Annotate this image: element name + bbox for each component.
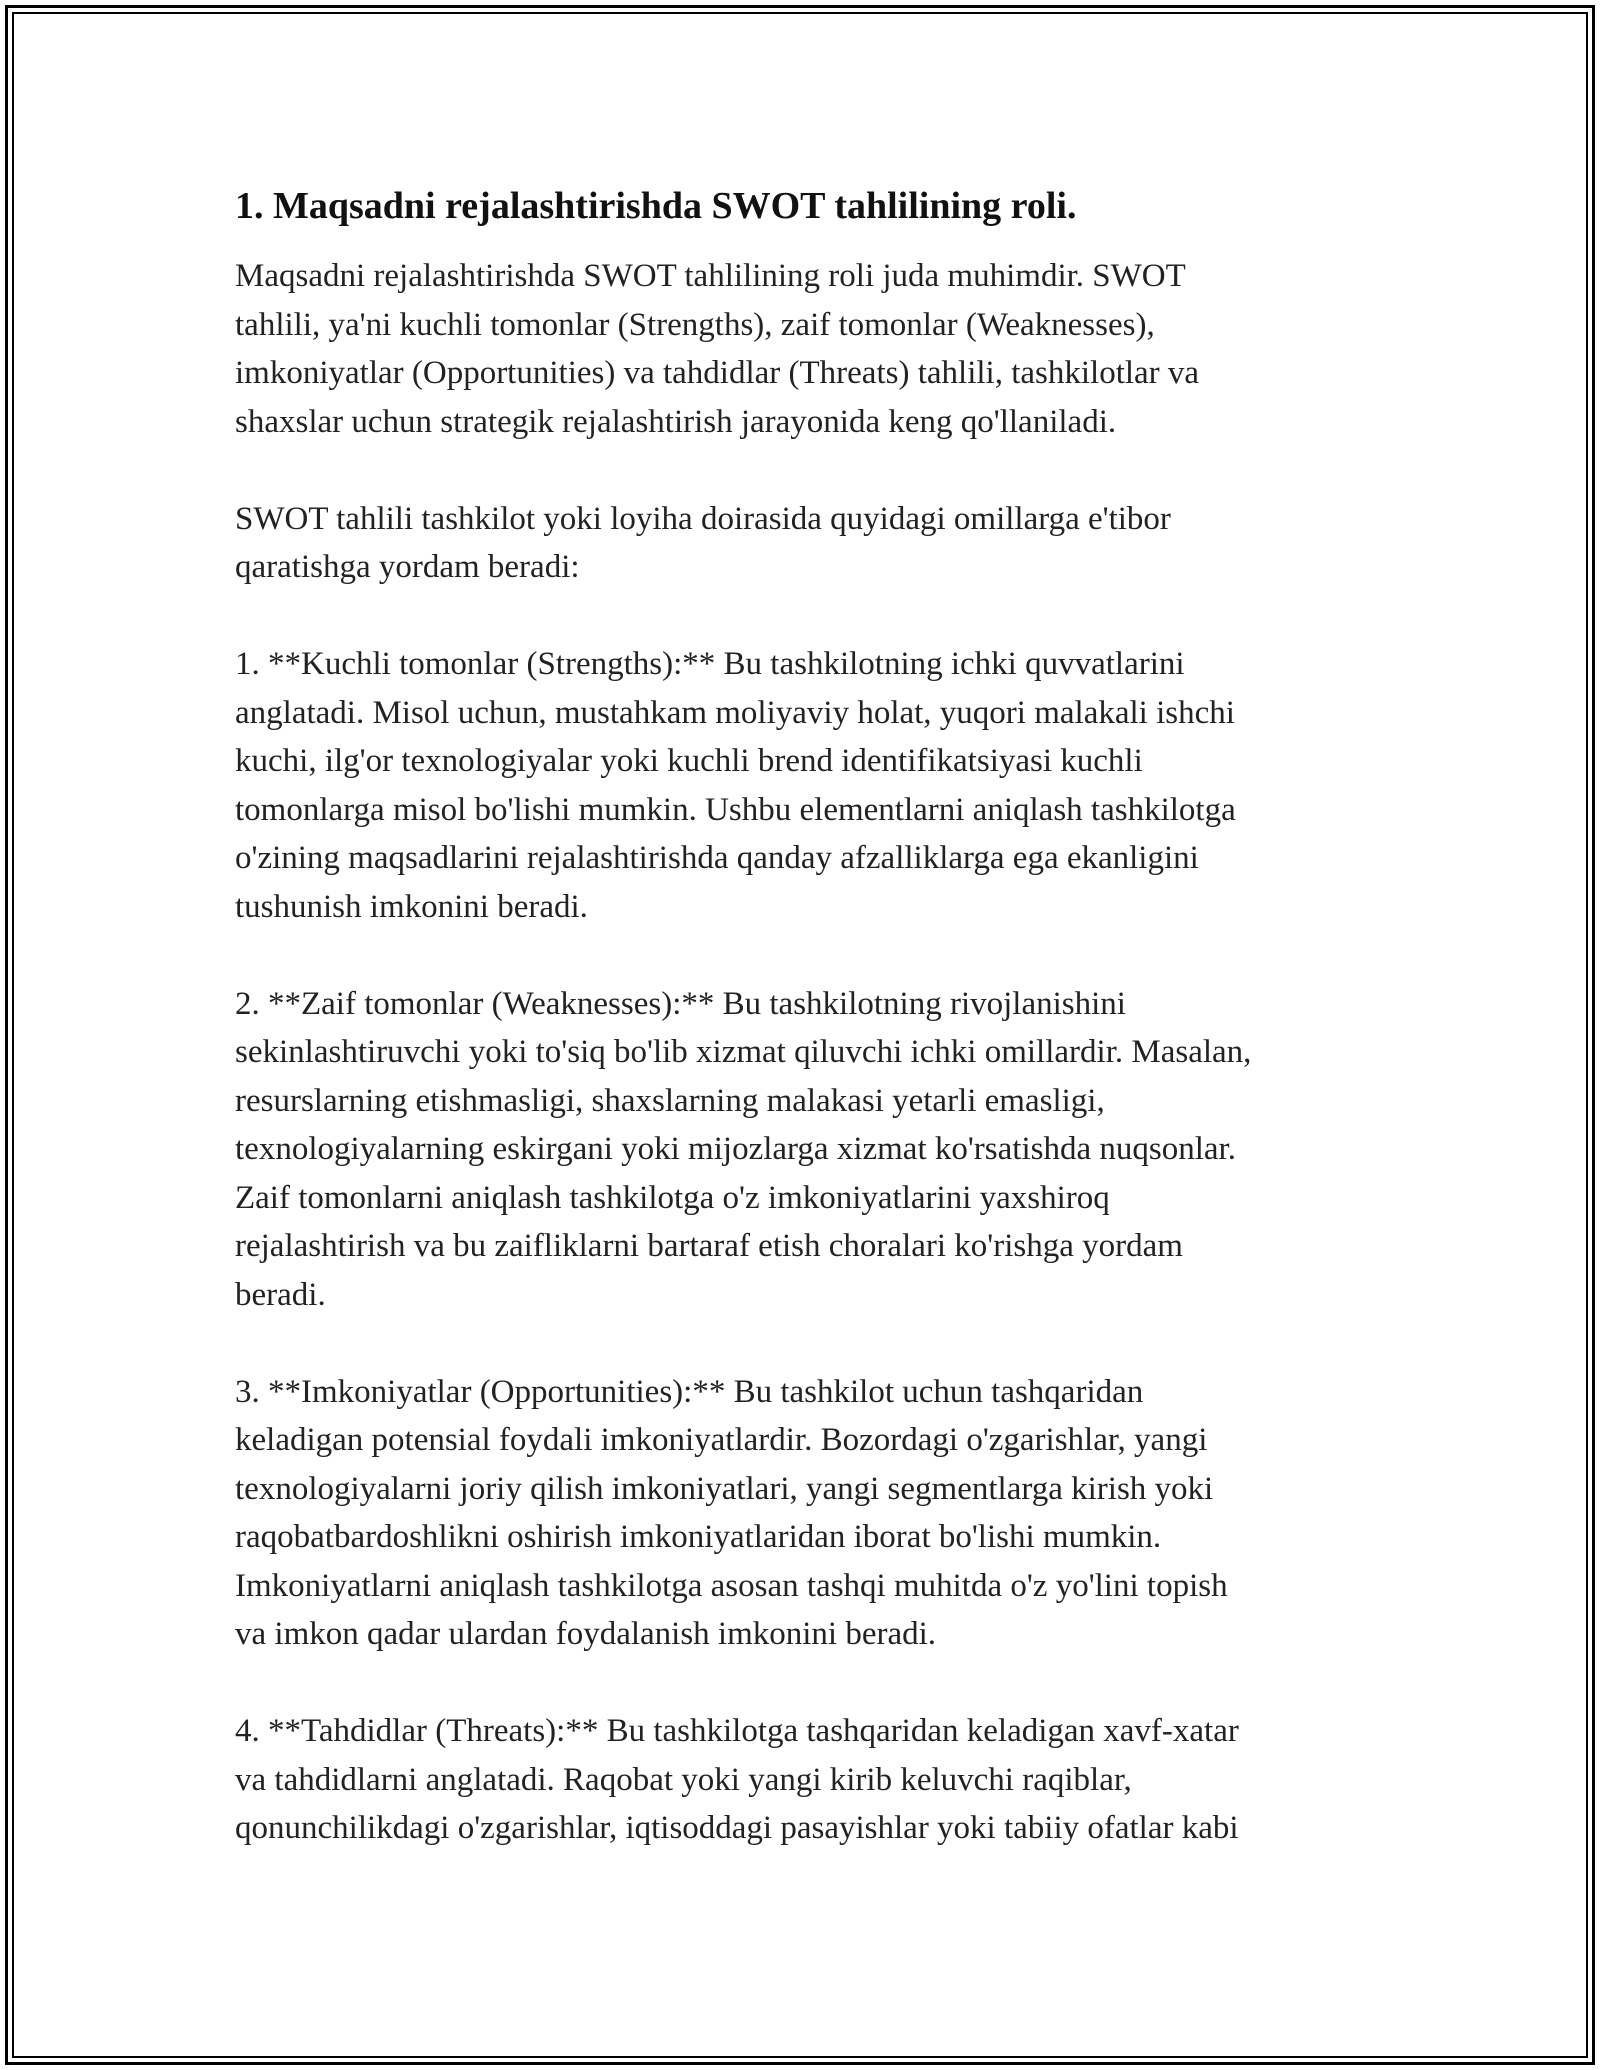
text-line: kuchi, ilg'or texnologiyalar yoki kuchli brend identifikatsiyasi kuchli	[235, 743, 1143, 779]
text-line: va tahdidlarni anglatadi. Raqobat yoki yangi kirib keluvchi raqiblar,	[235, 1761, 1132, 1798]
text-line: 1. **Kuchli tomonlar (Strengths):** Bu tashkilotning ichki quvvatlarini	[235, 646, 1185, 682]
text-line: Zaif tomonlarni aniqlash tashkilotga o'z imkoniyatlarini yaxshiroq	[235, 1179, 1110, 1216]
text-line: 2. **Zaif tomonlar (Weaknesses):** Bu tashkilotning rivojlanishini	[235, 985, 1126, 1022]
paragraph-opportunities	[235, 1368, 1385, 1659]
paragraph-strengths	[235, 640, 1385, 931]
section-heading: 1. Maqsadni rejalashtirishda SWOT tahlilining roli.	[235, 185, 1077, 227]
text-line: va imkon qadar ulardan foydalanish imkonini beradi.	[235, 1616, 937, 1652]
paragraph-factors-intro	[235, 495, 1385, 592]
text-line: imkoniyatlar (Opportunities) va tahdidlar (Threats) tahlili, tashkilotlar va	[235, 355, 1200, 391]
text-line: 3. **Imkoniyatlar (Opportunities):** Bu tashkilot uchun tashqaridan	[235, 1373, 1144, 1410]
text-line: tomonlarga misol bo'lishi mumkin. Ushbu elementlarni aniqlash tashkilotga	[235, 791, 1236, 828]
text-line: SWOT tahlili tashkilot yoki loyiha doirasida quyidagi omillarga e'tibor	[235, 500, 1171, 537]
text-line: beradi.	[235, 1276, 326, 1313]
text-line: tushunish imkonini beradi.	[235, 888, 588, 925]
text-line: sekinlashtiruvchi yoki to'siq bo'lib xizmat qiluvchi ichki omillardir. Masalan,	[235, 1034, 1252, 1070]
text-line: Imkoniyatlarni aniqlash tashkilotga asosan tashqi muhitda o'z yo'lini topish	[235, 1567, 1228, 1604]
paragraph-weaknesses	[235, 980, 1385, 1320]
text-line: rejalashtirish va bu zaifliklarni bartaraf etish choralari ko'rishga yordam	[235, 1228, 1183, 1264]
text-line: o'zining maqsadlarini rejalashtirishda qanday afzalliklarga ega ekanligini	[235, 840, 1199, 876]
text-line: texnologiyalarni joriy qilish imkoniyatlari, yangi segmentlarga kirish yoki	[235, 1470, 1214, 1507]
text-line: raqobatbardoshlikni oshirish imkoniyatlaridan iborat bo'lishi mumkin.	[235, 1519, 1162, 1555]
text-line: qaratishga yordam beradi:	[235, 549, 580, 585]
document-body	[235, 182, 1385, 1853]
text-line: Maqsadni rejalashtirishda SWOT tahlilining roli juda muhimdir. SWOT	[235, 258, 1186, 294]
text-line: 4. **Tahdidlar (Threats):** Bu tashkilotga tashqaridan keladigan xavf-xatar	[235, 1713, 1239, 1749]
text-line: resurslarning etishmasligi, shaxslarning malakasi yetarli emasligi,	[235, 1082, 1105, 1119]
text-line: keladigan potensial foydali imkoniyatlardir. Bozordagi o'zgarishlar, yangi	[235, 1422, 1208, 1458]
paragraph-intro	[235, 252, 1385, 446]
text-line: tahlili, ya'ni kuchli tomonlar (Strengths), zaif tomonlar (Weaknesses),	[235, 306, 1155, 343]
text-line: shaxslar uchun strategik rejalashtirish jarayonida keng qo'llaniladi.	[235, 403, 1117, 440]
text-line: texnologiyalarning eskirgani yoki mijozlarga xizmat ko'rsatishda nuqsonlar.	[235, 1131, 1236, 1167]
text-line: anglatadi. Misol uchun, mustahkam moliyaviy holat, yuqori malakali ishchi	[235, 694, 1235, 731]
text-line: qonunchilikdagi o'zgarishlar, iqtisoddagi pasayishlar yoki tabiiy ofatlar kabi	[235, 1810, 1239, 1846]
paragraph-threats	[235, 1707, 1385, 1853]
